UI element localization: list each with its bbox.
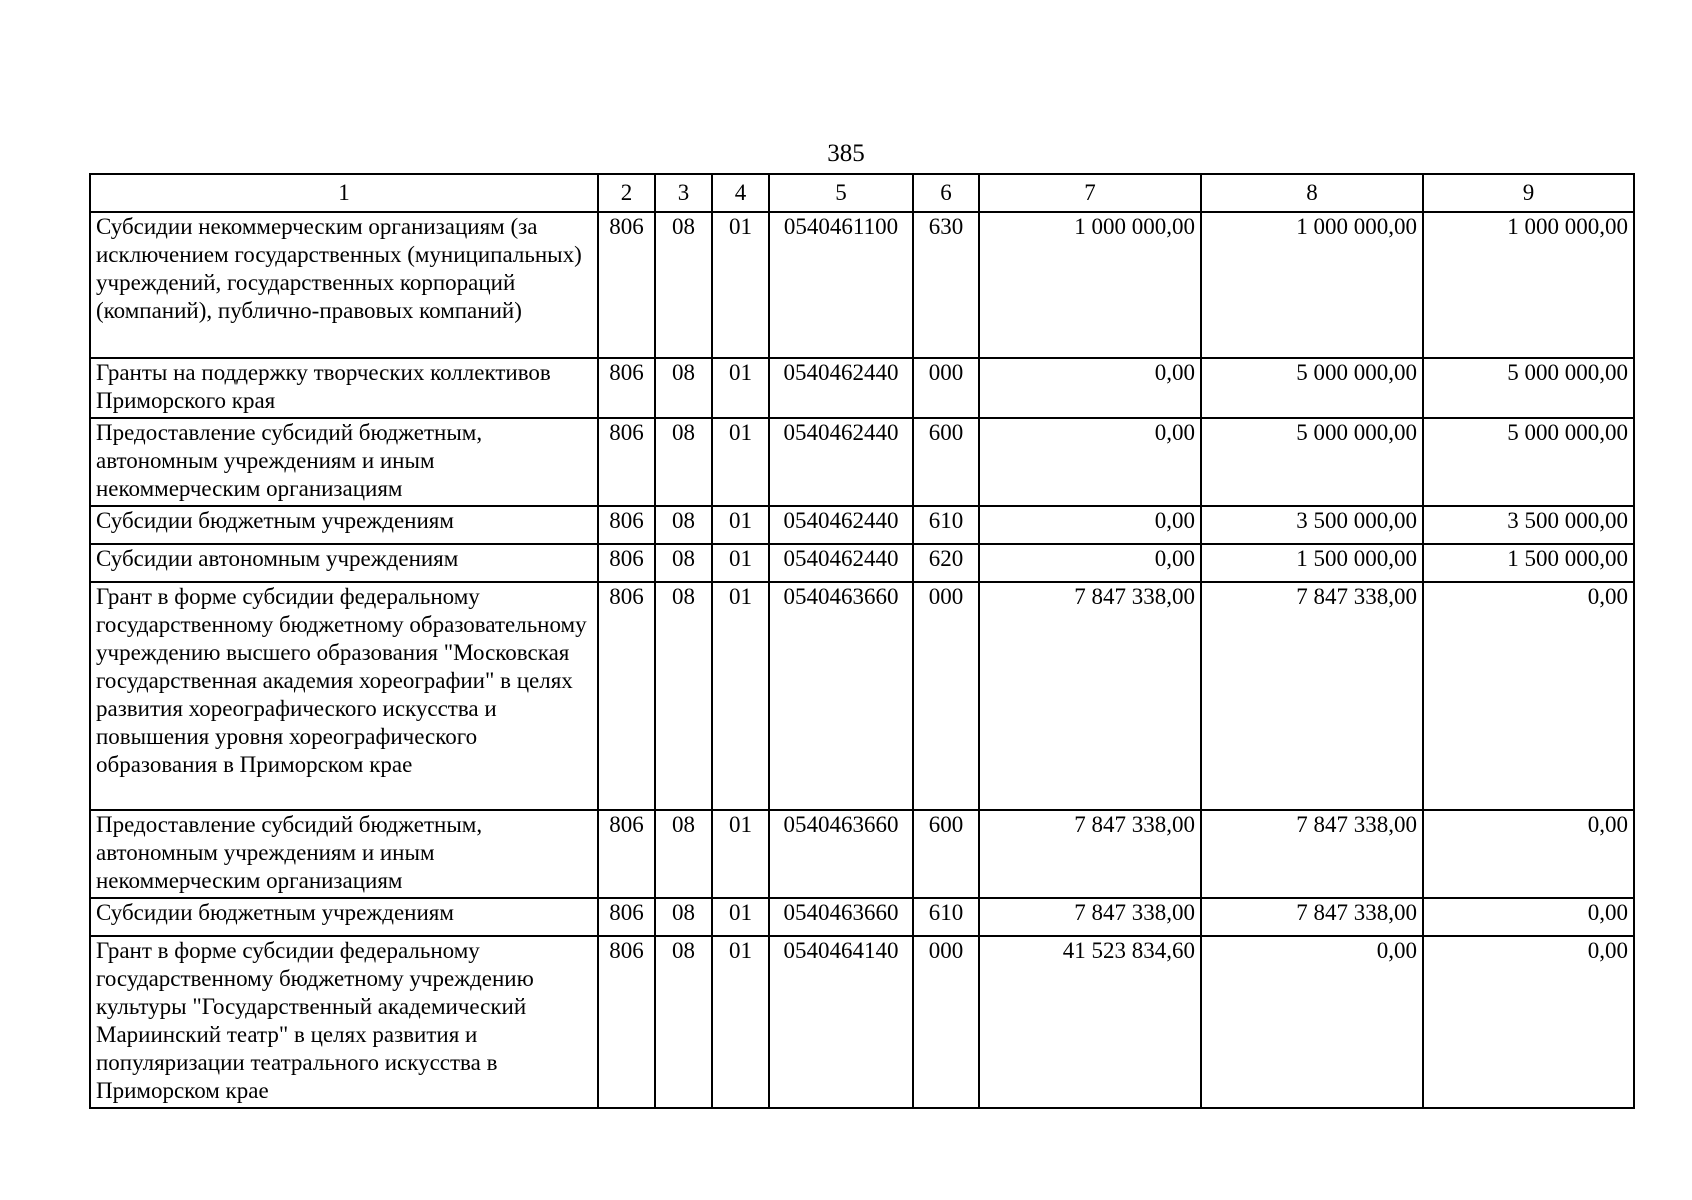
- expense-type-cell: 600: [913, 810, 979, 898]
- row-name-cell: Предоставление субсидий бюджетным, автономным учреждениям и иным некоммерческим организациям: [90, 418, 598, 506]
- table-row: [90, 418, 1634, 506]
- row-name-cell: Предоставление субсидий бюджетным, автономным учреждениям и иным некоммерческим организациям: [90, 810, 598, 898]
- expense-type-cell: 600: [913, 418, 979, 506]
- amount-col8-cell: 5 000 000,00: [1201, 358, 1423, 418]
- admin-code-cell: 806: [598, 418, 655, 506]
- table-header: [90, 174, 1634, 212]
- expense-type-cell: 000: [913, 936, 979, 1108]
- admin-code-cell: 806: [598, 936, 655, 1108]
- column-header-6: 6: [913, 174, 979, 212]
- amount-col8-cell: 1 500 000,00: [1201, 544, 1423, 582]
- admin-code-cell: 806: [598, 544, 655, 582]
- column-header-8: 8: [1201, 174, 1423, 212]
- section-code-cell: 08: [655, 898, 712, 936]
- budget-table: [89, 173, 1635, 1109]
- amount-col7-cell: 0,00: [979, 418, 1201, 506]
- target-article-cell: 0540464140: [769, 936, 913, 1108]
- section-code-cell: 08: [655, 418, 712, 506]
- amount-col7-cell: 41 523 834,60: [979, 936, 1201, 1108]
- target-article-cell: 0540462440: [769, 418, 913, 506]
- subsection-code-cell: 01: [712, 898, 769, 936]
- subsection-code-cell: 01: [712, 582, 769, 810]
- section-code-cell: 08: [655, 506, 712, 544]
- admin-code-cell: 806: [598, 898, 655, 936]
- column-header-9: 9: [1423, 174, 1634, 212]
- subsection-code-cell: 01: [712, 506, 769, 544]
- row-name-cell: Субсидии автономным учреждениям: [90, 544, 598, 582]
- target-article-cell: 0540462440: [769, 506, 913, 544]
- expense-type-cell: 630: [913, 212, 979, 358]
- subsection-code-cell: 01: [712, 810, 769, 898]
- subsection-code-cell: 01: [712, 544, 769, 582]
- subsection-code-cell: 01: [712, 936, 769, 1108]
- amount-col9-cell: 5 000 000,00: [1423, 418, 1634, 506]
- amount-col8-cell: 1 000 000,00: [1201, 212, 1423, 358]
- section-code-cell: 08: [655, 582, 712, 810]
- expense-type-cell: 620: [913, 544, 979, 582]
- amount-col7-cell: 0,00: [979, 506, 1201, 544]
- amount-col9-cell: 0,00: [1423, 936, 1634, 1108]
- amount-col8-cell: 7 847 338,00: [1201, 810, 1423, 898]
- amount-col9-cell: 0,00: [1423, 582, 1634, 810]
- expense-type-cell: 610: [913, 898, 979, 936]
- column-header-5: 5: [769, 174, 913, 212]
- amount-col7-cell: 0,00: [979, 544, 1201, 582]
- table-row: [90, 212, 1634, 358]
- target-article-cell: 0540463660: [769, 898, 913, 936]
- admin-code-cell: 806: [598, 506, 655, 544]
- column-header-7: 7: [979, 174, 1201, 212]
- subsection-code-cell: 01: [712, 418, 769, 506]
- section-code-cell: 08: [655, 936, 712, 1108]
- table-row: [90, 810, 1634, 898]
- row-name-cell: Грант в форме субсидии федеральному государственному бюджетному образовательному учреждению высшего образования "Московская государственная академия хореографии" в целях развития хореографического искусства и повышения уровня хореографического образования в Приморском крае: [90, 582, 598, 810]
- amount-col7-cell: 7 847 338,00: [979, 898, 1201, 936]
- target-article-cell: 0540462440: [769, 358, 913, 418]
- table-row: [90, 358, 1634, 418]
- amount-col9-cell: 1 000 000,00: [1423, 212, 1634, 358]
- amount-col7-cell: 0,00: [979, 358, 1201, 418]
- amount-col9-cell: 0,00: [1423, 898, 1634, 936]
- amount-col9-cell: 5 000 000,00: [1423, 358, 1634, 418]
- section-code-cell: 08: [655, 212, 712, 358]
- row-name-cell: Субсидии некоммерческим организациям (за исключением государственных (муниципальных) учреждений, государственных корпораций (компаний), публично-правовых компаний): [90, 212, 598, 358]
- amount-col7-cell: 7 847 338,00: [979, 582, 1201, 810]
- expense-type-cell: 610: [913, 506, 979, 544]
- target-article-cell: 0540463660: [769, 582, 913, 810]
- row-name-cell: Грант в форме субсидии федеральному государственному бюджетному учреждению культуры "Государственный академический Мариинский театр" в целях развития и популяризации театрального искусства в Приморском крае: [90, 936, 598, 1108]
- column-header-3: 3: [655, 174, 712, 212]
- target-article-cell: 0540463660: [769, 810, 913, 898]
- amount-col9-cell: 3 500 000,00: [1423, 506, 1634, 544]
- target-article-cell: 0540462440: [769, 544, 913, 582]
- table-body: [90, 212, 1634, 1108]
- expense-type-cell: 000: [913, 582, 979, 810]
- expense-type-cell: 000: [913, 358, 979, 418]
- admin-code-cell: 806: [598, 358, 655, 418]
- page-number: 385: [827, 140, 865, 167]
- target-article-cell: 0540461100: [769, 212, 913, 358]
- amount-col8-cell: 7 847 338,00: [1201, 898, 1423, 936]
- subsection-code-cell: 01: [712, 212, 769, 358]
- table-row: [90, 898, 1634, 936]
- table-row: [90, 936, 1634, 1108]
- table-row: [90, 544, 1634, 582]
- subsection-code-cell: 01: [712, 358, 769, 418]
- column-header-1: 1: [90, 174, 598, 212]
- admin-code-cell: 806: [598, 810, 655, 898]
- section-code-cell: 08: [655, 810, 712, 898]
- row-name-cell: Субсидии бюджетным учреждениям: [90, 506, 598, 544]
- row-name-cell: Гранты на поддержку творческих коллективов Приморского края: [90, 358, 598, 418]
- table-row: [90, 506, 1634, 544]
- column-header-4: 4: [712, 174, 769, 212]
- section-code-cell: 08: [655, 544, 712, 582]
- amount-col8-cell: 3 500 000,00: [1201, 506, 1423, 544]
- admin-code-cell: 806: [598, 582, 655, 810]
- amount-col7-cell: 1 000 000,00: [979, 212, 1201, 358]
- row-name-cell: Субсидии бюджетным учреждениям: [90, 898, 598, 936]
- admin-code-cell: 806: [598, 212, 655, 358]
- table-row: [90, 582, 1634, 810]
- amount-col7-cell: 7 847 338,00: [979, 810, 1201, 898]
- amount-col8-cell: 5 000 000,00: [1201, 418, 1423, 506]
- amount-col9-cell: 1 500 000,00: [1423, 544, 1634, 582]
- amount-col8-cell: 0,00: [1201, 936, 1423, 1108]
- section-code-cell: 08: [655, 358, 712, 418]
- amount-col9-cell: 0,00: [1423, 810, 1634, 898]
- column-header-2: 2: [598, 174, 655, 212]
- amount-col8-cell: 7 847 338,00: [1201, 582, 1423, 810]
- header-row: [90, 174, 1634, 212]
